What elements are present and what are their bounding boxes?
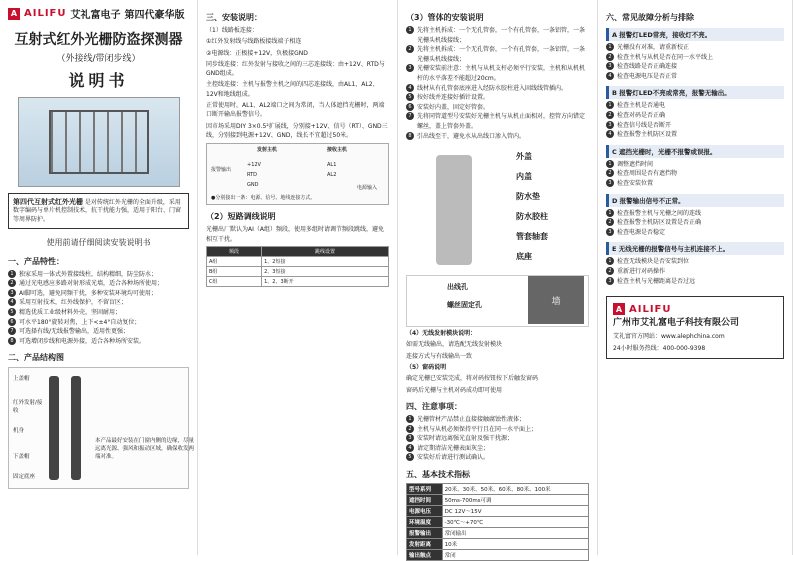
list-item: 5 按好线并连接好插针设置。 [406, 93, 589, 103]
label-ir: 红外发射/接收 [13, 400, 43, 415]
list-item: 6 安装好内盖，固定好管套。 [406, 103, 589, 113]
list-item: 2 检查对码是否正确 [606, 111, 784, 121]
structure-title: 二、产品结构图 [8, 353, 64, 363]
list-item: 4 请定期清洁光栅表面灰尘； [406, 444, 589, 454]
pipe-steps [406, 26, 589, 141]
part-inner: 内盖 [516, 172, 532, 182]
alarm-title: （5）窗码说明 [406, 364, 447, 372]
brand-edition: 第四代豪华版 [124, 10, 185, 21]
table-row: 环境温度 -30℃～+70℃ [407, 516, 589, 527]
bracket-screw: 螺丝固定孔 [447, 301, 482, 310]
wire-tag-al2: AL2 [327, 172, 337, 179]
list-item: 1 光栅管材产品禁止直接接触腐蚀性液体； [406, 415, 589, 425]
cover-panel [0, 0, 198, 555]
wire-tag-al1: AL1 [327, 162, 337, 169]
read-hint: 使用前请仔细阅读安装说明书 [46, 237, 151, 247]
contact-box [606, 296, 784, 359]
list-item: 5 精选优质工业级材料外壳，坚固耐用； [8, 308, 189, 318]
structure-note: 本产品最好安装在门窗内侧的边缘，尽量远离光源、强风和振动区域，确保收发两端对准。 [95, 438, 195, 460]
led-title: （4）无线发射模块说明： [406, 330, 477, 338]
list-item: 3 安装时请远离强光直射及强干扰源； [406, 434, 589, 444]
wiring-diagram [206, 143, 389, 205]
list-item: 3 检查主机与光栅距离是否过远 [606, 277, 784, 287]
spec-table [406, 483, 589, 561]
table-row: 发射距离 10米 [407, 538, 589, 549]
list-item: 2 检查周围是否有遮挡物 [606, 169, 784, 179]
table-row: B组 2、3短接 [207, 266, 389, 276]
list-item: 2 先将主机拆成：一个无孔管套，一个有孔管套，一条铝管，一条光栅头机线接线； [406, 45, 589, 64]
part-base: 底座 [516, 252, 532, 262]
table-row: 输出触点 常闭 [407, 549, 589, 560]
list-item: 2 重新进行对码操作 [606, 267, 784, 277]
list-item: 1 检查主机是否通电 [606, 101, 784, 111]
pipe-panel [398, 0, 598, 559]
list-item: 3 光栅安装前注意：主机与从机支杆必须平行安装，主机和从机机杆的水平落差不能超过20cm。 [406, 64, 589, 83]
wiring-note-2: ②电源线：正极接+12V，负极接GND [206, 49, 308, 57]
label-body: 机身 [13, 428, 25, 435]
part-gasket: 防水垫 [516, 192, 540, 202]
wire-tag-rtd: RTD [247, 172, 258, 179]
features-title: 一、产品特性： [8, 256, 64, 266]
bracket-diagram [406, 275, 589, 327]
list-item: 3 AI脚可选，避免同频干扰，多种安装环境均可使用； [8, 289, 189, 299]
install-panel [198, 0, 398, 555]
short-title: （2）短路调线说明 [206, 212, 276, 222]
led-item-2: 连接方式与有线输出一致 [406, 352, 473, 360]
fault-head-d: D 报警输出信号不正常。 [606, 194, 784, 207]
part-glue: 防水胶柱 [516, 212, 548, 222]
list-item: 8 可选增闭步线和电源外接，适合各种场所安装。 [8, 337, 189, 347]
product-subtitle: （外接线/带闭步线） [56, 54, 141, 64]
website-line: 艾礼富官方网站：www.alephchina.com [613, 333, 725, 341]
table-row: 遮挡时间 50ms-700ms可调 [407, 494, 589, 505]
brand-name: AILIFU [24, 8, 67, 19]
list-item: 6 可水平180°旋转对焦，上下<±4°自动复位； [8, 318, 189, 328]
list-item: 5 安装好后请进行测试确认。 [406, 453, 589, 463]
pipe-title: （3）管体的安装说明 [406, 13, 484, 22]
emitter-pole [49, 376, 59, 480]
table-row: 电源电压 DC 12V～15V [407, 505, 589, 516]
wiring-note-1: ①红外发射线与线路板接线端子相连 [206, 38, 302, 46]
pipe-shape [436, 155, 472, 265]
fault-list-e [606, 257, 784, 286]
list-item: 4 采用互射技术，红外线保护，不留盲区； [8, 298, 189, 308]
slogan-title: 第四代互射式红外光栅 [13, 198, 83, 206]
jumper-table: 频段 跳线设置 A组 1、2短接 B组 2、3短接 C组 1、2、3断开 [206, 246, 389, 287]
list-item: 7 先将同管道型号安装好光栅主机与从机止面相对，控管方向错定螺丝，盖上管套外盖。 [406, 112, 589, 131]
window-photo [18, 97, 180, 187]
wire-tag-emitter: 发射主机 [257, 147, 278, 154]
label-top-cap: 上盖帽 [13, 376, 30, 383]
list-item: 4 检查报警主机防区设置 [606, 130, 784, 140]
list-item: 4 线材从有孔管套底座进入经防水胶柱进入固线线管插内。 [406, 84, 589, 94]
list-item: 2 主机与从机必须保持平行且在同一水平面上； [406, 425, 589, 435]
wire-tag-12v: +12V [247, 162, 261, 169]
led-item-1: 如需无线输出，请选配无线发射模块 [406, 341, 503, 349]
slogan-text: 是对传统红外光栅的全面升级，采用数字编码与单片机控制技术，抗干扰能力强，适用于阳台、门窗等周界防护。 [13, 199, 182, 223]
list-item: 1 检查报警主机与光栅之间的连线 [606, 209, 784, 219]
fault-head-e: E 无线光栅的报警信号与主机连接不上。 [606, 242, 784, 255]
structure-diagram [8, 367, 195, 489]
list-item: 1 光栅没有对准，请重新校正 [606, 43, 784, 53]
fault-list-b [606, 101, 784, 139]
list-item: 4 检查电源电压是否正常 [606, 72, 784, 82]
list-item: 7 可选择有线/无线报警输出，适用性更强； [8, 327, 189, 337]
list-item: 8 引出线至干，避免水从出线口渗入管内。 [406, 132, 589, 142]
product-title: 互射式红外光栅防盗探测器 [14, 32, 183, 48]
normal-use-text: 正常使用时，AL1、AL2端口之间为常闭，当人体遮挡光栅时，两端口断开输出报警信号。 [206, 102, 385, 119]
wire-tag-receiver: 接收主机 [327, 147, 348, 154]
list-item: 2 检查报警主机防区设置是否正确 [606, 218, 784, 228]
company-name: 广州市艾礼富电子科技有限公司 [613, 318, 740, 329]
list-item: 1 检查无线模块是否安装到位 [606, 257, 784, 267]
list-item: 2 通过光电感应多路对射形成光墙，适合各种场所使用； [8, 279, 189, 289]
contact-brand [613, 303, 777, 315]
extension-text: 因市场采用DIY 3×0.5²扩展线，分别接+12V、信号（RT）、GND三线，分别接到电源+12V、GND，线长不宜超过50米。 [206, 122, 388, 139]
faults-panel [598, 0, 793, 555]
wiring-title: （1）线路板连接： [206, 27, 258, 34]
wire-note: ●分别接出一条：电源、信号、地线连接方式。 [211, 195, 316, 202]
receiver-pole [71, 376, 81, 480]
brand-logo-icon: A [613, 303, 625, 315]
fault-list-c [606, 160, 784, 189]
table-row: 报警输出 常闭输出 [407, 527, 589, 538]
manual-title: 说明书 [68, 71, 129, 90]
part-sleeve: 管套轴套 [516, 232, 548, 242]
list-item: 1 先将主机拆成：一个无孔管套，一个有孔管套，一条铝管，一条光栅头机线接线； [406, 26, 589, 45]
table-row: 型号系列 20米、30米、50米、60米、80米、100米 [407, 483, 589, 494]
faults-title: 六、常见故障分析与排除 [606, 13, 694, 22]
fault-head-b: B 报警灯LED不亮或常亮，报警无输出。 [606, 86, 784, 99]
list-item: 3 检查信号线是否断开 [606, 121, 784, 131]
alarm-item-1: 确定光栅已安装完成，将对码按钮按下后触发窗码 [406, 375, 539, 383]
specs-title: 五、基本技术指标 [406, 469, 470, 479]
install-title: 三、安装说明： [206, 13, 262, 22]
list-item: 1 调整遮挡时间 [606, 160, 784, 170]
wall-block: 墙 [528, 276, 584, 324]
sync-line-text: 同步线连接：红外发射与接收之间的三芯连接线：由+12V、RTD与GND组成。 [206, 60, 385, 78]
list-item: 3 检查安装位置 [606, 179, 784, 189]
short-text: 光栅出厂默认为AI（A组）频段，使用多组时请调节频段跳线，避免相互干扰。 [206, 226, 384, 243]
label-bottom-cap: 下盖帽 [13, 454, 30, 461]
label-base: 固定底座 [13, 474, 36, 481]
table-row: A组 1、2短接 [207, 256, 389, 266]
part-cover: 外盖 [516, 152, 532, 162]
notes-title: 四、注意事项： [406, 401, 462, 411]
wire-tag-alarm-out: 报警输出 [211, 167, 232, 174]
fault-head-a: A 报警灯LED常亮，接收灯不亮。 [606, 28, 784, 41]
list-item: 1 独家采用一体式外置接线柱，结构精细，防尘防水； [8, 270, 189, 280]
fault-head-c: C 遮挡光栅时，光栅不报警或误报。 [606, 145, 784, 158]
parts-diagram [406, 145, 589, 275]
brand-logo-icon: A [8, 8, 20, 20]
control-line-text: 主控线连接：主机与报警主机之间的四芯连接线，由AL1、AL2、12V和地线组成。 [206, 81, 379, 98]
slogan-box [8, 193, 189, 229]
features-list [8, 270, 189, 347]
contact-brand-name: AILIFU [629, 303, 672, 315]
wire-tag-gnd: GND [247, 182, 259, 189]
notes-list [406, 415, 589, 463]
list-item: 2 检查主机与从机是否在同一水平线上 [606, 53, 784, 63]
fault-list-a [606, 43, 784, 81]
alarm-item-2: 窗码后光栅与主机对码成功即可使用 [406, 386, 503, 394]
wire-tag-power-in: 电源输入 [357, 185, 378, 192]
brand-cn: 艾礼富电子 [70, 10, 121, 21]
hotline-line: 24小时服务热线：400-000-9398 [613, 345, 706, 353]
table-row: C组 1、2、3断开 [207, 276, 389, 286]
fault-list-d [606, 209, 784, 238]
list-item: 3 检查电源是否稳定 [606, 228, 784, 238]
bracket-outlet: 出线孔 [447, 283, 468, 292]
list-item: 3 检查线路是否正确连接 [606, 62, 784, 72]
brand-row [8, 6, 189, 21]
